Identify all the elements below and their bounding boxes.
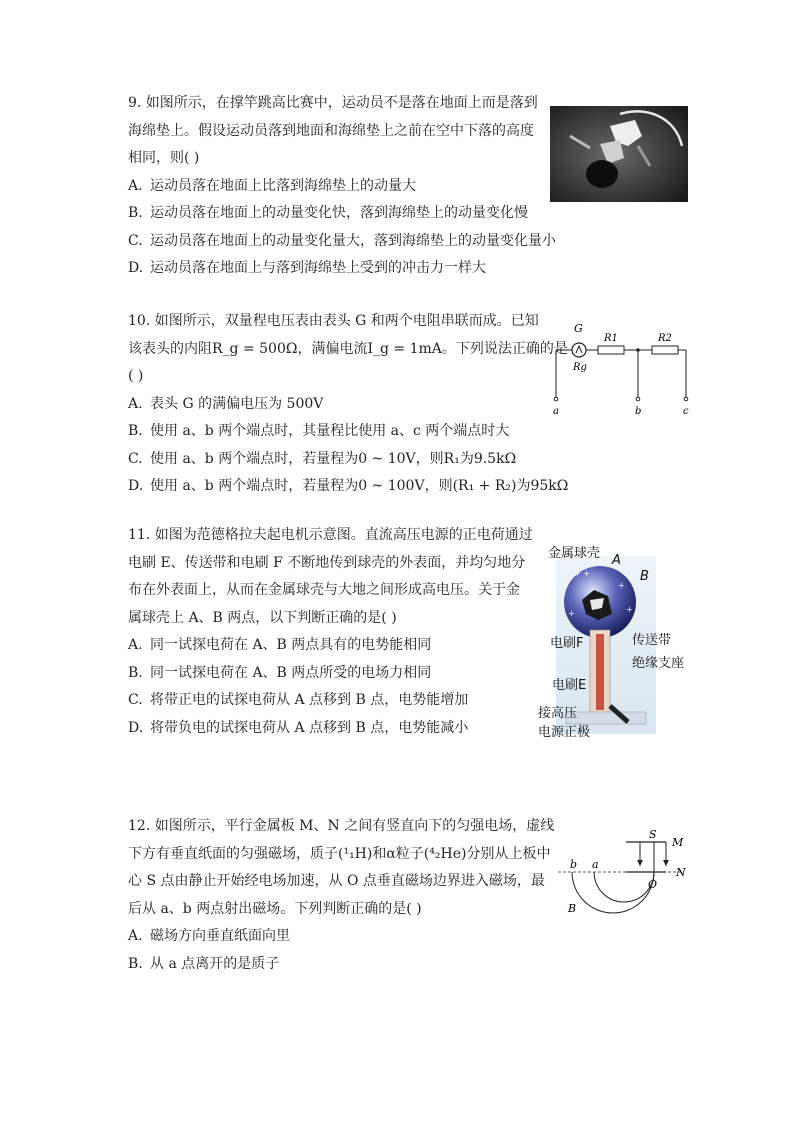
question-10-option-d[interactable]: D. 使用 a、b 两个端点时，若量程为0 ~ 100V，则(R₁ + R₂)为95kΩ	[128, 478, 569, 494]
question-11-option-a[interactable]: A. 同一试探电荷在 A、B 两点具有的电势能相同	[128, 637, 432, 653]
label-brush-f: 电刷F	[550, 636, 584, 651]
question-11-option-b[interactable]: B. 同一试探电荷在 A、B 两点所受的电场力相同	[128, 664, 432, 681]
label-hv-line-2: 电源正极	[538, 725, 591, 740]
label-a: a	[553, 406, 559, 417]
conveyor-belt	[596, 634, 604, 710]
label-r1: R1	[604, 333, 618, 344]
question-12-stem-line-4: 后从 a、b 两点射出磁场。下列判断正确的是( )	[128, 900, 422, 917]
svg-text:+: +	[626, 605, 633, 614]
question-10-stem-line-3: ( )	[128, 368, 144, 384]
question-10-stem-line-2: 该表头的内阻R_g = 500Ω，满偏电流I_g = 1mA。下列说法正确的是	[128, 340, 568, 357]
question-9-option-c[interactable]: C. 运动员落在地面上的动量变化量大，落到海绵垫上的动量变化量小	[128, 232, 556, 249]
label-b: b	[635, 406, 642, 417]
question-11-option-d[interactable]: D. 将带负电的试探电荷从 A 点移到 B 点，电势能减小	[128, 719, 469, 736]
resistor-r2	[652, 346, 678, 354]
label-n: N	[676, 866, 686, 879]
pole-vault-photo	[550, 106, 688, 202]
label-b: b	[570, 858, 578, 871]
label-r2: R2	[658, 333, 672, 344]
question-9-stem-line-2: 海绵垫上。假设运动员落到地面和海绵垫上之前在空中下落的高度	[128, 122, 534, 139]
svg-text:+: +	[618, 581, 625, 590]
question-10-stem-line-1: 10. 如图所示，双量程电压表由表头 G 和两个电阻串联而成。已知	[128, 313, 539, 329]
label-conveyor-belt: 传送带	[632, 633, 672, 648]
mass-spectrometer-diagram	[556, 824, 696, 920]
svg-text:+ +: + +	[574, 569, 590, 578]
question-9-stem-line-3: 相同，则( )	[128, 150, 200, 166]
resistor-r1	[598, 346, 624, 354]
question-9-option-b[interactable]: B. 运动员落在地面上的动量变化快，落到海绵垫上的动量变化慢	[128, 205, 528, 221]
question-12-stem-line-3: 心 S 点由静止开始经电场加速，从 O 点垂直磁场边界进入磁场，最	[128, 873, 545, 889]
question-10-option-a[interactable]: A. 表头 G 的满偏电压为 500V	[128, 395, 324, 412]
label-c: c	[683, 406, 689, 417]
question-9	[128, 90, 556, 283]
question-9-stem-line-1: 9. 如图所示，在撑竿跳高比赛中，运动员不是落在地面上而是落到	[128, 95, 538, 111]
label-g: G	[574, 322, 583, 335]
question-11-option-c[interactable]: C. 将带正电的试探电荷从 A 点移到 B 点，电势能增加	[128, 692, 469, 708]
question-12-option-b[interactable]: B. 从 a 点离开的是质子	[128, 955, 280, 972]
label-metal-shell: 金属球壳	[548, 546, 601, 561]
label-a: a	[592, 858, 599, 871]
voltmeter-circuit-diagram	[548, 318, 694, 418]
question-12	[128, 813, 554, 978]
question-10-option-c[interactable]: C. 使用 a、b 两个端点时，若量程为0 ~ 10V，则R₁为9.5kΩ	[128, 450, 517, 467]
question-9-option-a[interactable]: A. 运动员落在地面上比落到海绵垫上的动量大	[128, 177, 416, 194]
question-9-option-d[interactable]: D. 运动员落在地面上与落到海绵垫上受到的冲击力一样大	[128, 260, 486, 276]
label-m: M	[672, 836, 684, 849]
label-rg: Rg	[573, 362, 587, 373]
svg-text:+: +	[568, 609, 575, 618]
label-point-a: A	[612, 553, 621, 568]
label-o: O	[648, 878, 658, 891]
question-11	[128, 522, 533, 742]
question-11-stem-line-4: 属球壳上 A、B 两点，以下判断正确的是( )	[128, 609, 397, 626]
question-12-stem-line-1: 12. 如图所示，平行金属板 M、N 之间有竖直向下的匀强电场，虚线	[128, 818, 555, 834]
label-hv-line-1: 接高压	[538, 706, 578, 721]
question-10	[128, 308, 568, 501]
label-insulating-base: 绝缘支座	[632, 656, 685, 671]
label-brush-e: 电刷E	[552, 678, 587, 693]
label-field-b: B	[568, 902, 577, 915]
question-11-stem-line-1: 11. 如图为范德格拉夫起电机示意图。直流高压电源的正电荷通过	[128, 527, 533, 543]
question-12-option-a[interactable]: A. 磁场方向垂直纸面向里	[128, 928, 290, 944]
trajectory-b	[572, 872, 654, 913]
label-s: S	[649, 828, 657, 841]
question-10-option-b[interactable]: B. 使用 a、b 两个端点时，其量程比使用 a、c 两个端点时大	[128, 423, 510, 439]
question-12-stem-line-2: 下方有垂直纸面的匀强磁场，质子(¹₁H)和α粒子(⁴₂He)分别从上板中	[128, 845, 551, 862]
label-point-b: B	[640, 569, 649, 584]
question-11-stem-line-3: 布在外表面上，从而在金属球壳与大地之间形成高电压。关于金	[128, 582, 520, 598]
question-11-stem-line-2: 电刷 E、传送带和电刷 F 不断地传到球壳的外表面，并均匀地分	[128, 554, 526, 571]
